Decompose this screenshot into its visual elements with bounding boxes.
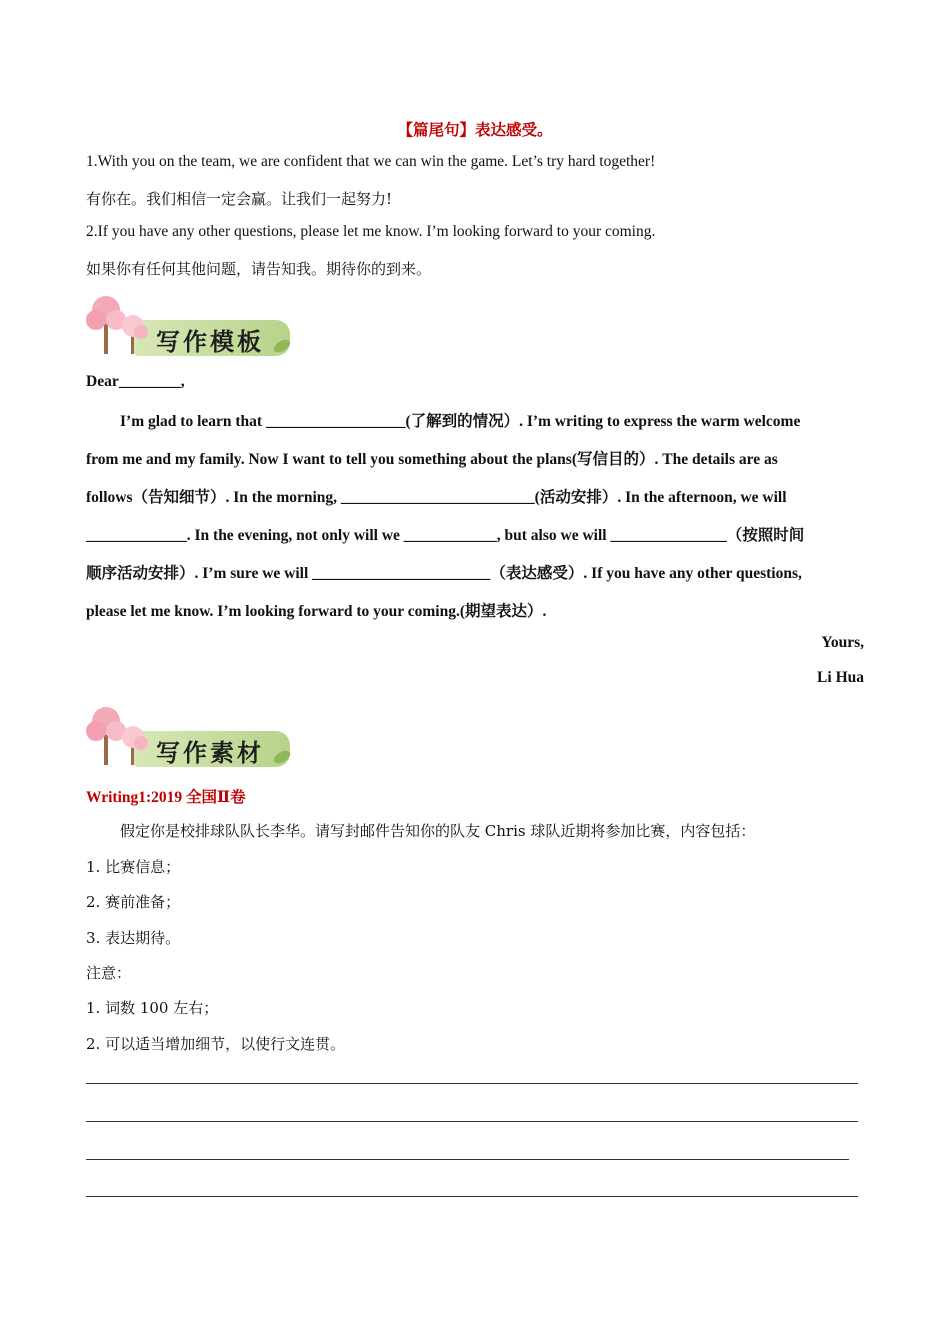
tree-icon (86, 699, 156, 771)
tree-icon (86, 288, 156, 360)
writing-title: Writing1:2019 全国Ⅱ卷 (86, 789, 246, 806)
ending-sentence-1-cn: 有你在。我们相信一定会赢。让我们一起努力! (86, 190, 393, 208)
answer-line[interactable] (86, 1121, 858, 1122)
template-line: 顺序活动安排）. I’m sure we will _______________________（表达感受）. If you have any other questions, (86, 565, 802, 582)
leaf-icon (272, 338, 292, 354)
ending-heading: 【篇尾句】表达感受。 (397, 122, 553, 139)
leaf-icon (272, 749, 292, 765)
note-item: 2. 可以适当增加细节，以使行文连贯。 (86, 1035, 346, 1053)
ending-sentence-1-en: 1.With you on the team, we are confident that we can win the game. Let’s try hard together! (86, 153, 656, 170)
template-line: follows（告知细节）. In the morning, _________________________(活动安排）. In the afternoon, we will (86, 489, 787, 506)
template-banner (86, 288, 296, 366)
material-banner (86, 699, 296, 777)
content-item: 2. 赛前准备； (86, 893, 181, 911)
template-closing: Yours, (821, 634, 864, 651)
template-banner-label: 写作模板 (134, 320, 290, 356)
answer-line[interactable] (86, 1159, 849, 1160)
content-item: 1. 比赛信息； (86, 858, 181, 876)
answer-line[interactable] (86, 1196, 858, 1197)
template-line: I’m glad to learn that __________________(了解到的情况）. I’m writing to express the warm welcome (120, 413, 801, 430)
template-line: from me and my family. Now I want to tell you something about the plans(写信目的）. The details are as (86, 451, 778, 468)
note-item: 1. 词数 100 左右； (86, 999, 219, 1017)
content-item: 3. 表达期待。 (86, 929, 181, 947)
template-signature: Li Hua (817, 669, 864, 686)
writing-prompt: 假定你是校排球队队长李华。请写封邮件告知你的队友 Chris 球队近期将参加比赛，内容包括： (120, 822, 756, 840)
ending-sentence-2-en: 2.If you have any other questions, please let me know. I’m looking forward to your coming. (86, 223, 656, 240)
ending-sentence-2-cn: 如果你有任何其他问题，请告知我。期待你的到来。 (86, 260, 432, 278)
material-banner-label: 写作素材 (134, 731, 290, 767)
template-line: _____________. In the evening, not only will we ____________, but also we will _______________（按照时间 (86, 527, 805, 544)
note-label: 注意： (86, 964, 132, 982)
answer-line[interactable] (86, 1083, 858, 1084)
template-salutation: Dear________, (86, 373, 185, 390)
template-line: please let me know. I’m looking forward to your coming.(期望表达）. (86, 603, 547, 620)
